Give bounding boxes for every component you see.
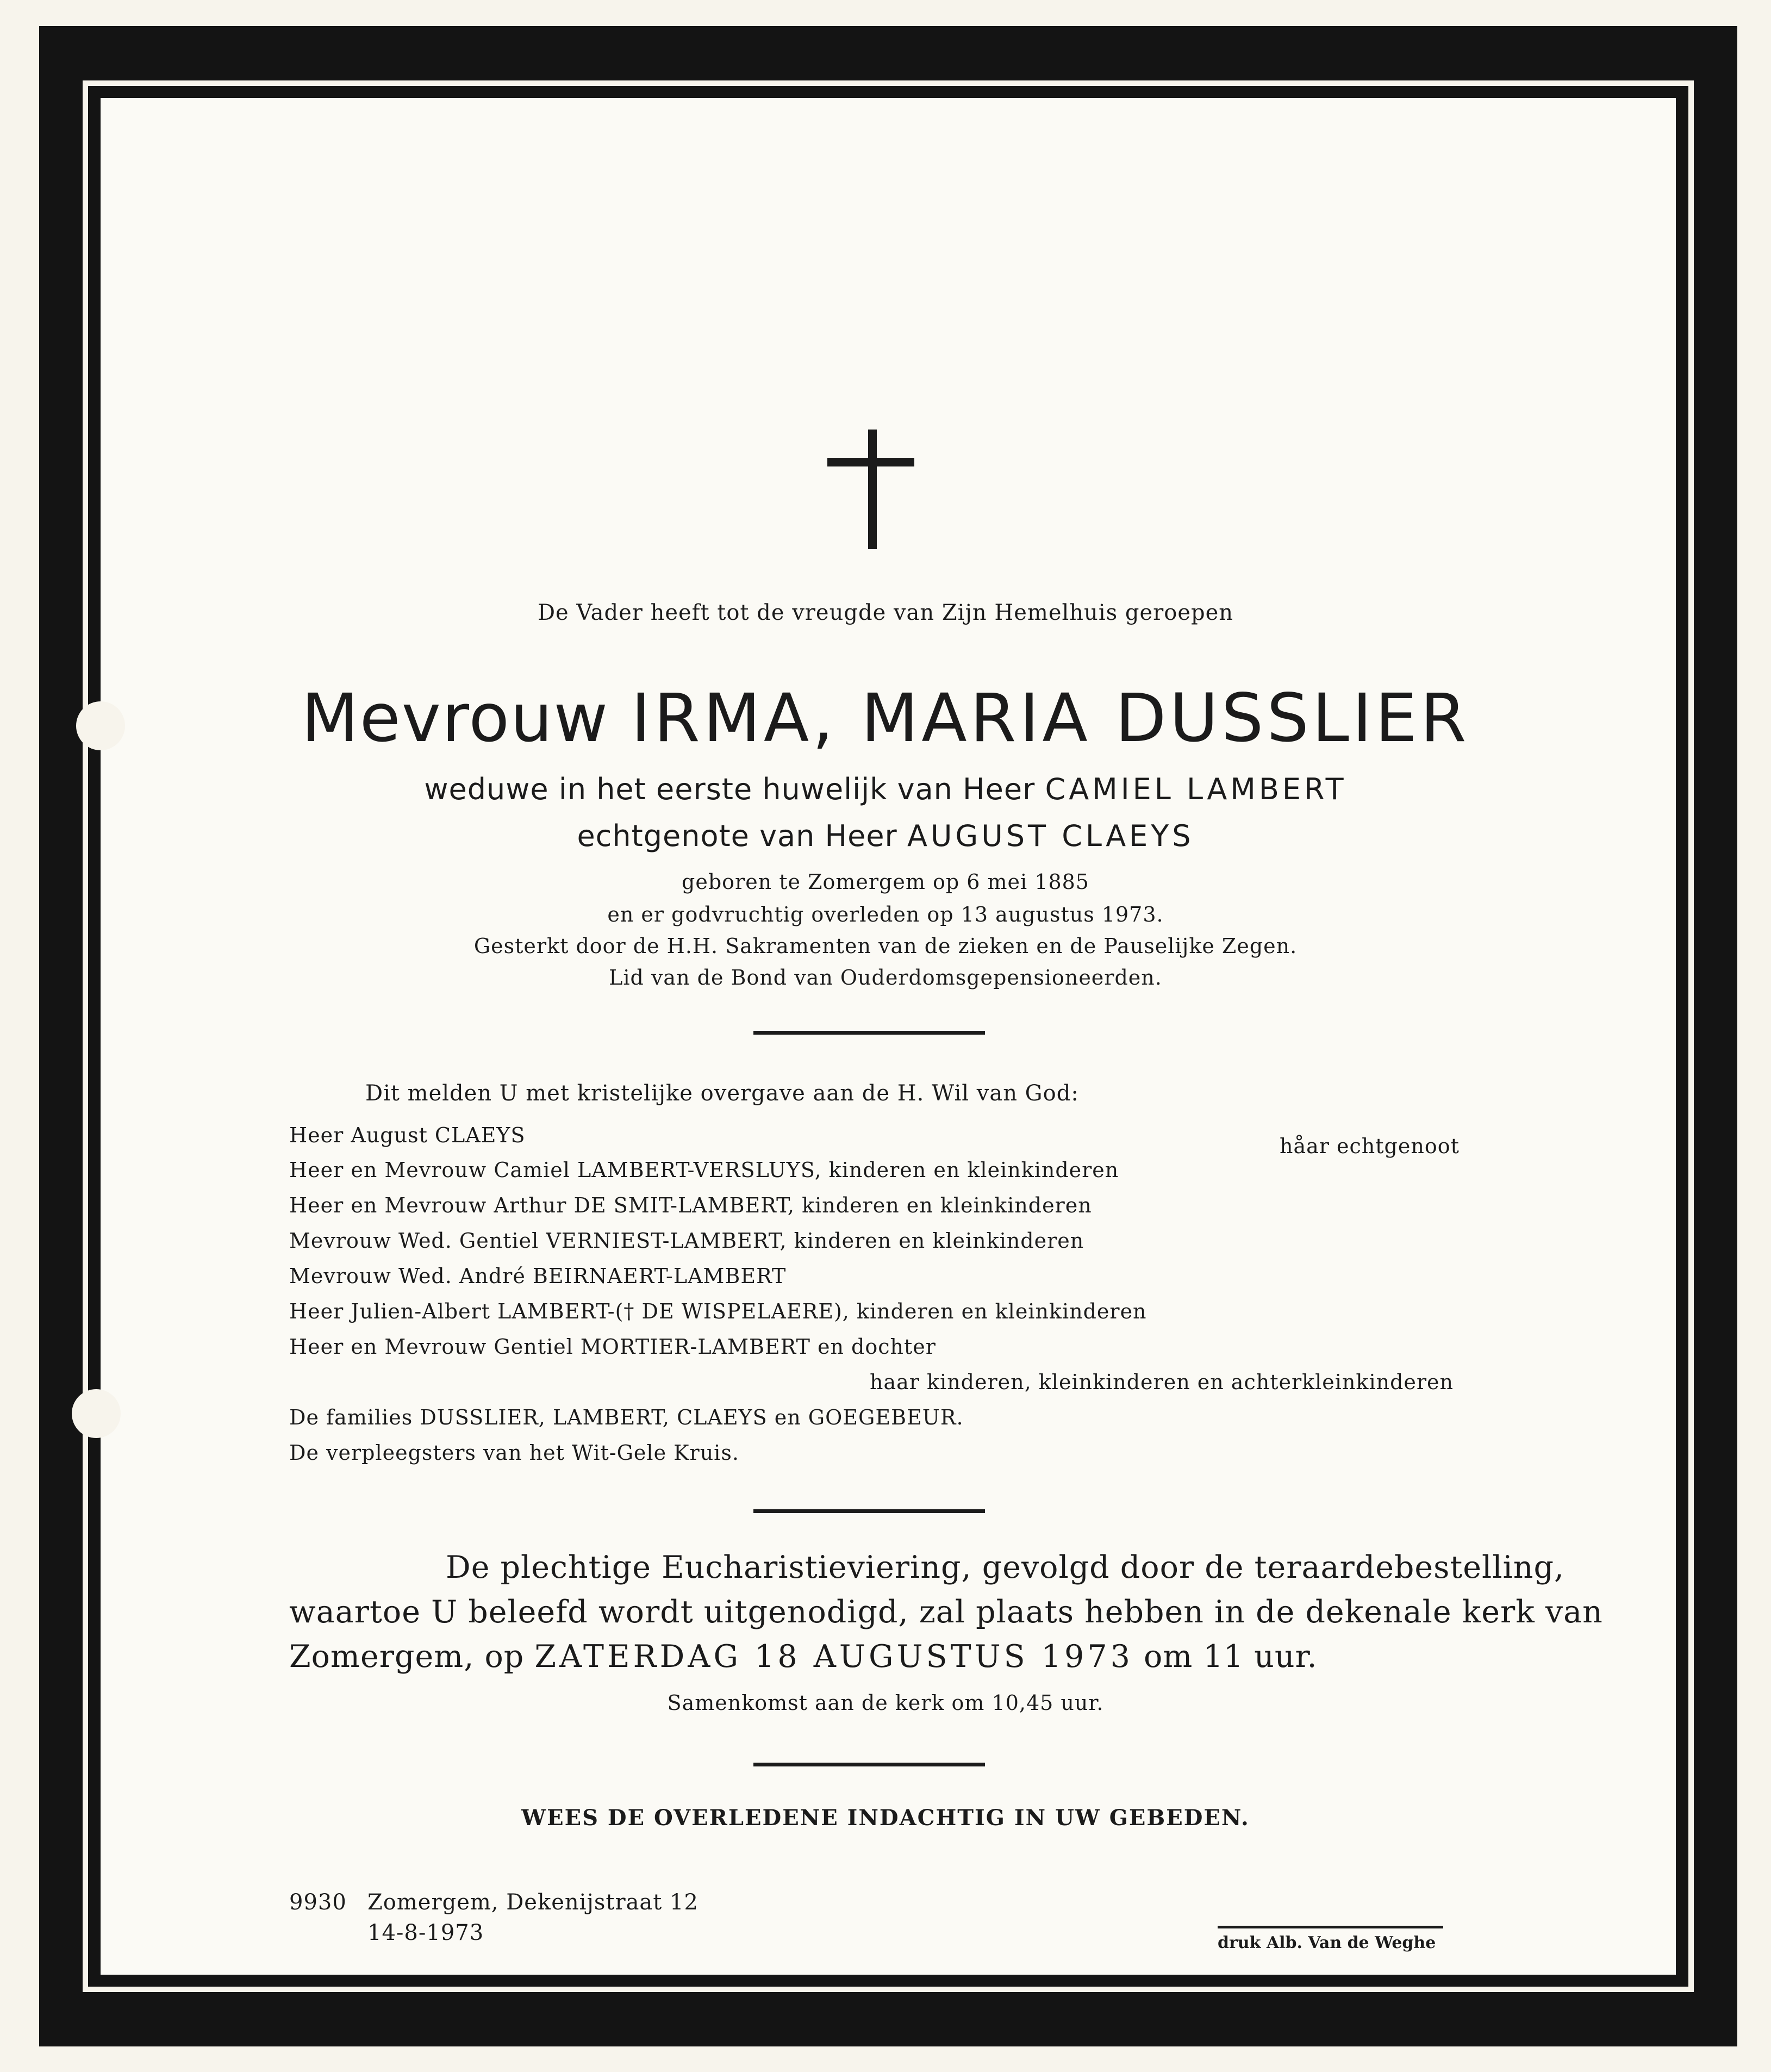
mourner-line: Heer August CLAEYS <box>289 1123 526 1147</box>
mourner-line: Heer Julien-Albert LAMBERT-(† DE WISPELAERE), kinderen en kleinkinderen <box>289 1299 1147 1323</box>
mass-line-1: De plechtige Eucharistieviering, gevolgd door de teraardebestelling, <box>446 1550 1565 1585</box>
mourner-relation: håar echtgenoot <box>1280 1134 1460 1158</box>
address-street: Zomergem, Dekenijstraat 12 <box>367 1890 699 1915</box>
intro-text: De Vader heeft tot de vreugde van Zijn Hemelhuis geroepen <box>537 600 1234 625</box>
printer-rule <box>1218 1926 1443 1928</box>
mass-line-2: waartoe U beleefd wordt uitgenodigd, zal plaats hebben in de dekenale kerk van <box>289 1594 1603 1630</box>
cross-icon <box>822 430 920 549</box>
divider-2 <box>753 1509 985 1513</box>
first-marriage-line <box>0 772 1771 806</box>
printer-credit: druk Alb. Van de Weghe <box>1218 1933 1436 1952</box>
deceased-title: Mevrouw <box>301 680 609 757</box>
punch-hole-bottom <box>72 1389 121 1438</box>
mass-line-3-prefix: Zomergem, op <box>289 1639 525 1675</box>
birth-line: geboren te Zomergem op 6 mei 1885 <box>682 870 1089 894</box>
deceased-fullname: IRMA, MARIA DUSSLIER <box>631 680 1470 757</box>
sacraments-line: Gesterkt door de H.H. Sakramenten van de zieken en de Pauselijke Zegen. <box>473 934 1298 958</box>
meeting-time: Samenkomst aan de kerk om 10,45 uur. <box>667 1691 1104 1715</box>
mass-line-3 <box>289 1639 1318 1675</box>
first-marriage-prefix: weduwe in het eerste huwelijk van Heer <box>424 772 1036 806</box>
death-line: en er godvruchtig overleden op 13 augustus 1973. <box>607 903 1164 926</box>
address-date: 14-8-1973 <box>367 1920 484 1945</box>
address-postcode: 9930 <box>289 1890 347 1915</box>
first-husband-name: CAMIEL LAMBERT <box>1045 772 1347 806</box>
spouse-line <box>0 819 1771 853</box>
deceased-name <box>0 680 1771 757</box>
prayer-request: WEES DE OVERLEDENE INDACHTIG IN UW GEBEDEN. <box>521 1805 1250 1831</box>
spouse-name: AUGUST CLAEYS <box>907 819 1194 853</box>
divider-3 <box>753 1763 985 1766</box>
mourner-line: De families DUSSLIER, LAMBERT, CLAEYS en GOEGEBEUR. <box>289 1405 964 1429</box>
mourner-line: Mevrouw Wed. André BEIRNAERT-LAMBERT <box>289 1264 787 1288</box>
mourner-relation: haar kinderen, kleinkinderen en achterkleinkinderen <box>870 1370 1454 1394</box>
spouse-prefix: echtgenote van Heer <box>577 819 897 853</box>
mass-line-3-suffix: om 11 uur. <box>1143 1639 1318 1675</box>
mourner-line: Mevrouw Wed. Gentiel VERNIEST-LAMBERT, kinderen en kleinkinderen <box>289 1229 1084 1253</box>
mourner-line: De verpleegsters van het Wit-Gele Kruis. <box>289 1441 739 1465</box>
mass-date: ZATERDAG 18 AUGUSTUS 1973 <box>534 1639 1133 1675</box>
divider-1 <box>753 1031 985 1035</box>
mourner-line: Heer en Mevrouw Camiel LAMBERT-VERSLUYS, kinderen en kleinkinderen <box>289 1158 1119 1182</box>
mourner-line: Heer en Mevrouw Arthur DE SMIT-LAMBERT, kinderen en kleinkinderen <box>289 1193 1092 1217</box>
membership-line: Lid van de Bond van Ouderdomsgepensioneerden. <box>609 966 1162 990</box>
announcement: Dit melden U met kristelijke overgave aan de H. Wil van God: <box>365 1081 1079 1106</box>
mourner-line: Heer en Mevrouw Gentiel MORTIER-LAMBERT en dochter <box>289 1335 936 1359</box>
